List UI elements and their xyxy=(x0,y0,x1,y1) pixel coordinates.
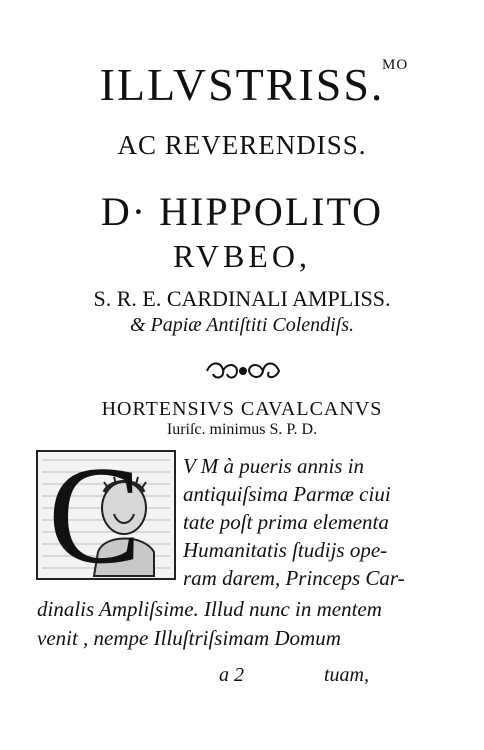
dedicatee-title: S. R. E. CARDINALI AMPLISS. xyxy=(93,286,391,311)
title-line-2: AC REVERENDISS. xyxy=(117,130,367,160)
body-line-3: tate poſt prima elementa xyxy=(183,510,389,534)
signature-mark: a 2 xyxy=(219,664,244,686)
body-line-1: V M à pueris annis in xyxy=(183,454,365,478)
body-line-7: venit , nempe Illuſtriſsimam Domum xyxy=(37,626,341,650)
body-line-6: dinalis Ampliſsime. Illud nunc in mentem xyxy=(37,597,382,621)
catchword: tuam, xyxy=(324,664,369,686)
dedicatee-surname: RVBEO, xyxy=(173,238,311,274)
author-name: HORTENSIVS CAVALCANVS xyxy=(101,398,383,420)
drop-cap-letter: C xyxy=(48,450,142,580)
body-line-4: Humanitatis ſtudijs ope- xyxy=(183,538,388,562)
drop-cap xyxy=(36,450,176,580)
author-subtitle: Iuriſc. minimus S. P. D. xyxy=(166,421,318,438)
fleuron-ornament-icon xyxy=(203,358,283,384)
title-line-1: ILLVSTRISS. xyxy=(99,59,385,110)
dedicatee-name: D· HIPPOLITO xyxy=(100,189,384,234)
body-line-2: antiquiſsima Parmæ ciui xyxy=(183,482,391,506)
body-line-5: ram darem, Princeps Car- xyxy=(183,566,405,590)
dedicatee-office: & Papiæ Antiſtiti Colendiſs. xyxy=(129,314,355,336)
title-superscript: MO xyxy=(382,57,409,73)
